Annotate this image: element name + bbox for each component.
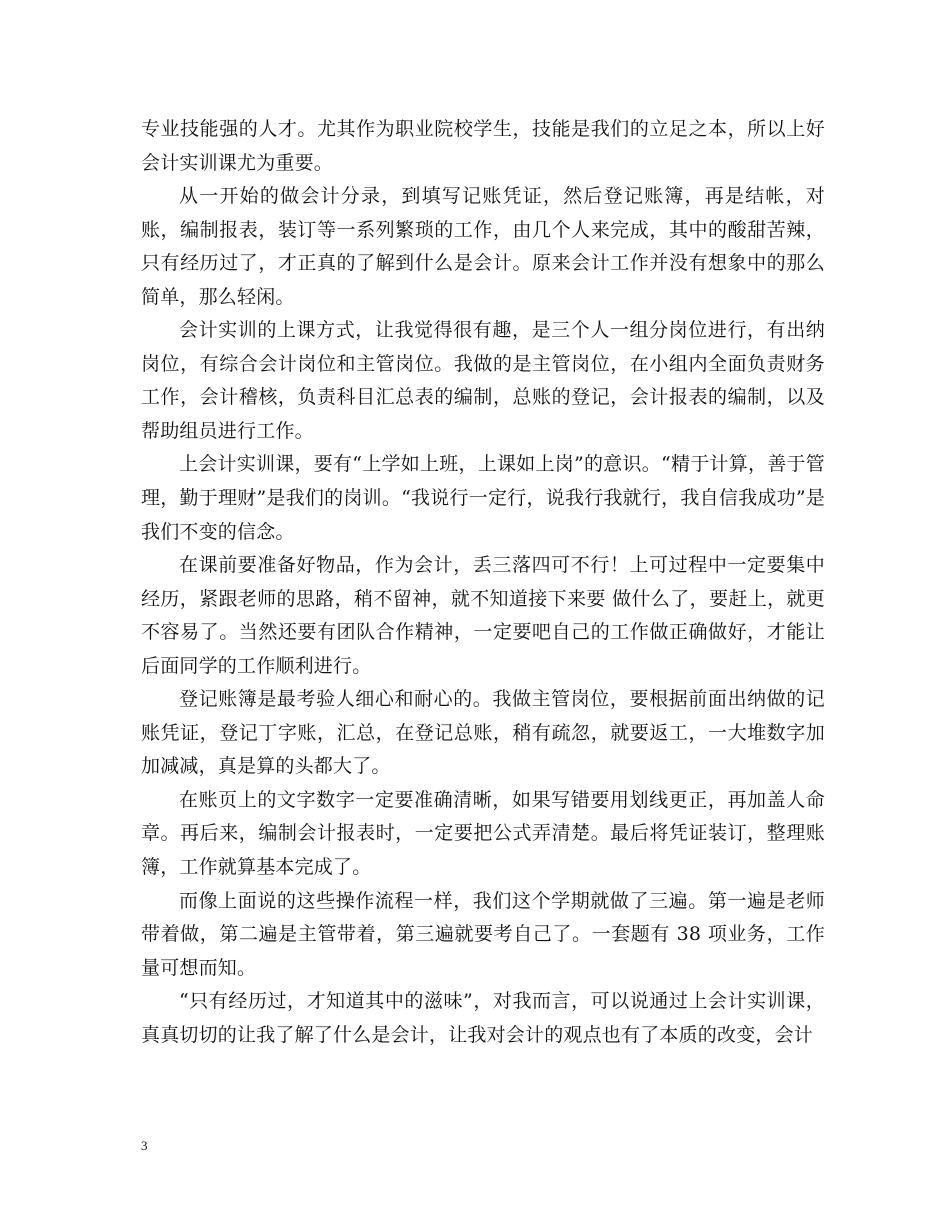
paragraph: 在课前要准备好物品，作为会计，丢三落四可不行！上可过程中一定要集中经历，紧跟老师的思路，稍不留神，就不知道接下来要 做什么了，要赶上，就更不容易了。当然还要有团队合作精神，一定要吧自己的工作做正确做好，才能让后面同学的工作顺利进行。 bbox=[141, 554, 825, 677]
paragraph: “只有经历过，才知道其中的滋味”，对我而言，可以说通过上会计实训课，真真切切的让我了解了什么是会计，让我对会计的观点也有了本质的改变，会计 bbox=[141, 990, 825, 1046]
body-text bbox=[141, 113, 825, 1052]
paragraph: 专业技能强的人才。尤其作为职业院校学生，技能是我们的立足之本，所以上好会计实训课尤为重要。 bbox=[141, 118, 825, 174]
paragraph: 登记账簿是最考验人细心和耐心的。我做主管岗位，要根据前面出纳做的记账凭证，登记丁字账，汇总，在登记总账，稍有疏忽，就要返工，一大堆数字加加减减，真是算的头都大了。 bbox=[141, 688, 825, 778]
paragraph: 在账页上的文字数字一定要准确清晰，如果写错要用划线更正，再加盖人命章。再后来，编制会计报表时，一定要把公式弄清楚。最后将凭证装订，整理账簿，工作就算基本完成了。 bbox=[141, 788, 825, 879]
paragraph: 上会计实训课，要有“上学如上班，上课如上岗”的意识。“精于计算，善于管理，勤于理财”是我们的岗训。“我说行一定行，说我行我就行，我自信我成功”是我们不变的信念。 bbox=[141, 453, 825, 543]
paragraph: 从一开始的做会计分录，到填写记账凭证，然后登记账簿，再是结帐，对账，编制报表，装订等一系列繁琐的工作，由几个人来完成，其中的酸甜苦辣，只有经历过了，才正真的了解到什么是会计。原来会计工作并没有想象中的那么简单，那么轻闲。 bbox=[141, 185, 825, 308]
paragraph: 而像上面说的这些操作流程一样，我们这个学期就做了三遍。第一遍是老师带着做，第二遍是主管带着，第三遍就要考自己了。一套题有 38 项业务，工作量可想而知。 bbox=[141, 889, 825, 979]
paragraph: 会计实训的上课方式，让我觉得很有趣，是三个人一组分岗位进行，有出纳岗位，有综合会计岗位和主管岗位。我做的是主管岗位，在小组内全面负责财务工作，会计稽核，负责科目汇总表的编制，总账的登记，会计报表的编制，以及帮助组员进行工作。 bbox=[141, 319, 825, 442]
page-number: 3 bbox=[141, 1138, 148, 1153]
